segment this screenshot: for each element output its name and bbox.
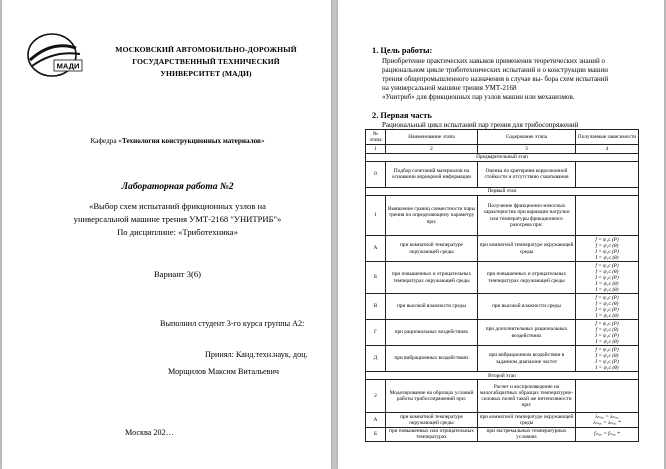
- table-row: [366, 320, 639, 346]
- stage-content: при повышенных и отрицательных температурах окружающей среды: [478, 262, 576, 294]
- stage-content: Расчет и воспроизведение на малогабаритных образцах температурно-силовых полей такой же интенсивности при:: [478, 380, 576, 413]
- column-number: 4: [576, 145, 639, 153]
- stage-dependencies: [576, 380, 639, 413]
- university-name: [90, 44, 322, 80]
- stage-row: [366, 187, 639, 195]
- department-prefix: Кафедра «: [90, 137, 122, 145]
- stage-content: Оценка по критериям коррозионной стойкости и отсутствию схватывания: [478, 161, 576, 187]
- content-page: [338, 0, 664, 469]
- stage-content: при экстремальных температурных условиях: [478, 427, 576, 441]
- city-year: Москва 202…: [125, 428, 174, 437]
- stage-name: Выявление границ совместности пары трения по определяющему параметру при:: [386, 196, 478, 236]
- stage-name: при высокой влажности среды: [386, 294, 478, 320]
- dependency: f = ψ₁ᴄ (P): [595, 320, 619, 327]
- title-page: [2, 0, 331, 469]
- stage-dependencies: [576, 320, 639, 346]
- stage-dependencies: [576, 161, 639, 187]
- goal-line: «Унитриб» для фрикционных пар узлов машин или механизмов.: [382, 93, 575, 101]
- header-cell: Наименование этапа: [386, 130, 478, 145]
- lab-subtitle: [2, 200, 331, 239]
- stage-dependencies: [576, 262, 639, 294]
- university-line: МОСКОВСКИЙ АВТОМОБИЛЬНО-ДОРОЖНЫЙ: [115, 45, 297, 54]
- university-line: ГОСУДАРСТВЕННЫЙ ТЕХНИЧЕСКИЙ: [132, 57, 280, 66]
- stage-name: Подбор сочетаний материалов на основании априорной информации: [386, 161, 478, 187]
- table-caption: Рациональный цикл испытаний пар трения для трибосопряжений: [382, 121, 579, 129]
- stage-content: при комнатной температуре окружающей среды: [478, 413, 576, 427]
- column-number: 3: [478, 145, 576, 153]
- stage-content: при дополнительных рациональных воздействиях: [478, 320, 576, 346]
- dependency: fₘₒₓ = fₘₒₓ *: [594, 431, 620, 438]
- dependency: I = ψ₁ᴄ (θ): [595, 338, 619, 345]
- dependency: I = ψ₁ᴄ (θ): [595, 254, 619, 261]
- stage-row: [366, 153, 639, 161]
- goal-text: [382, 57, 652, 102]
- stage-name: при комнатной температуре окружающей среды: [386, 236, 478, 262]
- goal-line: рациональном цикле триботехнических испытаний и о конструкции машин: [382, 66, 608, 74]
- stage-name: при повышенных или отрицательных температурах: [386, 427, 478, 441]
- stage-number: Г: [366, 320, 386, 346]
- section-goal-title: 1. Цель работы:: [372, 46, 433, 55]
- table-row: [366, 346, 639, 372]
- accepted-by: Принял: Канд.техн.наук, доц.: [205, 350, 308, 359]
- dependency: f = ψ₁ᴄ (P): [595, 294, 619, 301]
- stage-name: при повышенных и отрицательных температурах окружающей среды: [386, 262, 478, 294]
- stage-content: Получение фрикционно-износных характеристик при вариации нагрузки или температуры фрикционного разогрева при:: [478, 196, 576, 236]
- dependency: f = ψ₁ᴄ (θ): [595, 268, 619, 275]
- variant: Вариант 3(6): [153, 269, 202, 279]
- dependency: f = ψ₁ᴄ (θ): [595, 326, 619, 333]
- stage-content: при высокой влажности среды: [478, 294, 576, 320]
- stage-name: при вибрационных воздействиях: [386, 346, 478, 372]
- table-row: [366, 380, 639, 413]
- dependency: f = ψ₁ᴄ (θ): [595, 300, 619, 307]
- stage-dependencies: [576, 294, 639, 320]
- lab-title: Лабораторная работа №2: [121, 181, 234, 192]
- stage-number: Д: [366, 346, 386, 372]
- department-name: Технология конструкционных материалов: [121, 137, 261, 145]
- dependency: f = ψ₁ᴄ (θ): [595, 242, 619, 249]
- student-line: Выполнил студент 3-го курса группы А2:: [160, 319, 305, 328]
- goal-line: Приобретение практических навыков применения теоретических знаний о: [382, 57, 606, 65]
- stage-dependencies: [576, 236, 639, 262]
- table-row: [366, 196, 639, 236]
- lab-subtitle-line: «Выбор схем испытаний фрикционных узлов на: [89, 201, 266, 211]
- logo-text: МАДИ: [56, 61, 80, 71]
- table-row: [366, 262, 639, 294]
- dependency: I = ψ₁ᴄ (θ): [595, 280, 619, 287]
- madi-logo: [24, 30, 86, 80]
- lab-subtitle-line: По дисциплине: «Триботехника»: [117, 227, 238, 237]
- dependency: I = ψ₁ᴄ (θ): [595, 286, 619, 293]
- goal-line: трения общепромышленного назначения в случае вы- бора схем испытаний: [382, 75, 609, 83]
- stage-number: А: [366, 413, 386, 427]
- stage-label: Первый этап: [366, 187, 639, 195]
- table-row: [366, 236, 639, 262]
- dependency: I = ψ₁ᴄ (P): [595, 332, 619, 339]
- dependency: f = ψ₁ᴄ (θ): [595, 352, 619, 359]
- dependency: I = ψ₁ᴄ (θ): [595, 312, 619, 319]
- stage-name: при комнатной температуре окружающей среды: [386, 413, 478, 427]
- stage-number: 0: [366, 161, 386, 187]
- column-number: 2: [386, 145, 478, 153]
- stage-label: Второй этап: [366, 372, 639, 380]
- table-row: [366, 161, 639, 187]
- lab-subtitle-line: универсальной машине трения УМТ-2168 "УНИТРИБ"»: [73, 214, 282, 224]
- table-row: [366, 294, 639, 320]
- teacher-name: Морщилов Максим Витальевич: [168, 367, 280, 376]
- stage-name: при рациональных воздействиях: [386, 320, 478, 346]
- department-suffix: »: [260, 137, 265, 145]
- stage-dependencies: [576, 346, 639, 372]
- header-cell: Получаемые зависимости: [576, 130, 639, 145]
- dependency: λₘₒₓ = λₘₒₓ *: [593, 419, 621, 426]
- stage-dependencies: [576, 196, 639, 236]
- stage-content: при комнатной температуре окружающей среды: [478, 236, 576, 262]
- table-header-row: [366, 130, 639, 145]
- department: [2, 137, 331, 145]
- header-cell: Содержание этапа: [478, 130, 576, 145]
- dependency: I = ψ₁ᴄ (P): [595, 248, 619, 255]
- column-number-row: [366, 145, 639, 153]
- stage-row: [366, 372, 639, 380]
- column-number: 1: [366, 145, 386, 153]
- stage-dependencies: [576, 413, 639, 427]
- tests-table: [365, 129, 639, 442]
- table-row: [366, 427, 639, 441]
- dependency: I = ψ₁ᴄ (P): [595, 274, 619, 281]
- dependency: I = ψ₁ᴄ (P): [595, 358, 619, 365]
- dependency: f = ψ₁ᴄ (P): [595, 346, 619, 353]
- dependency: f = ψ₁ᴄ (P): [595, 236, 619, 243]
- header-cell: № этапа: [366, 130, 386, 145]
- dependency: f = ψ₁ᴄ (P): [595, 262, 619, 269]
- section-part1-title: 2. Первая часть: [372, 111, 432, 120]
- dependency: I = ψ₁ᴄ (θ): [595, 364, 619, 371]
- stage-dependencies: [576, 427, 639, 441]
- stage-number: 1: [366, 196, 386, 236]
- stage-number: Б: [366, 427, 386, 441]
- stage-number: Б: [366, 262, 386, 294]
- stage-number: 2: [366, 380, 386, 413]
- table-row: [366, 413, 639, 427]
- dependency: λₘₒₓ = λₘₒₓ: [595, 413, 619, 420]
- stage-number: А: [366, 236, 386, 262]
- goal-line: на универсальной машине трения УМТ-2168: [382, 84, 517, 92]
- university-line: УНИВЕРСИТЕТ (МАДИ): [160, 69, 252, 78]
- stage-number: В: [366, 294, 386, 320]
- dependency: I = ψ₁ᴄ (P): [595, 306, 619, 313]
- stage-content: при вибрационном воздействии в заданном диапазоне частот: [478, 346, 576, 372]
- stage-name: Моделирование на образцах условий работы трибосопряжений при:: [386, 380, 478, 413]
- stage-label: Предварительный этап: [366, 153, 639, 161]
